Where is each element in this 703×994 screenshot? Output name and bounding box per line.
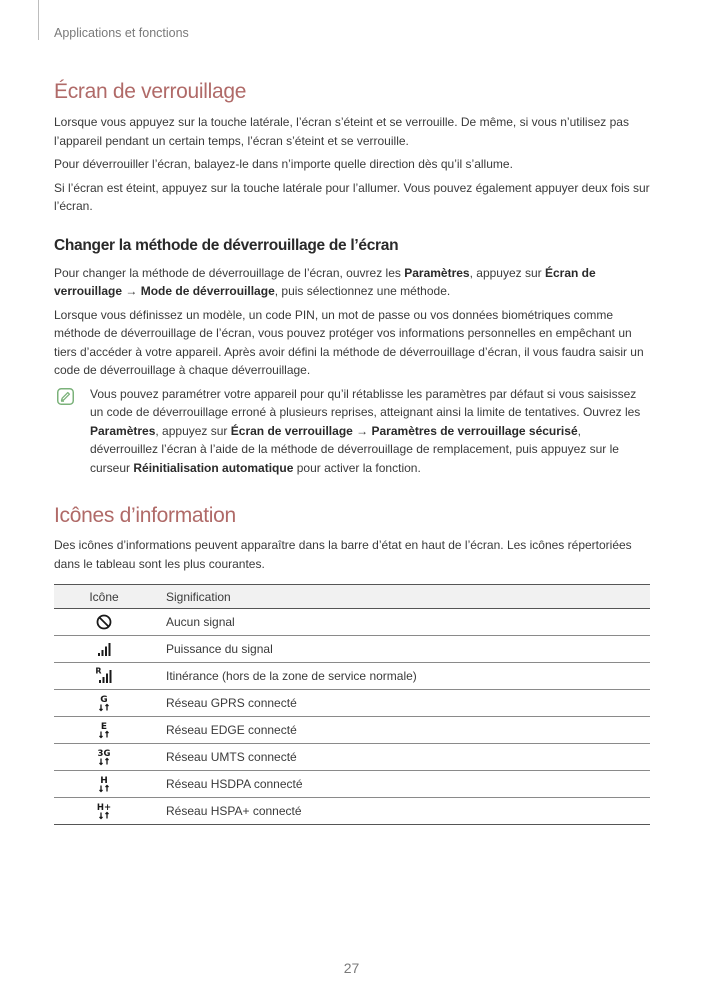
text-run: , appuyez sur	[155, 423, 231, 438]
page-number: 27	[343, 960, 360, 976]
arrow-separator: →	[352, 423, 372, 438]
table-row	[54, 717, 650, 744]
page-margin-rule	[38, 0, 39, 40]
table-row	[54, 663, 650, 690]
status-icons-table	[54, 584, 650, 825]
text-run: Vous pouvez paramétrer votre appareil pour qu’il rétablisse les paramètres par défaut si vous saisissez un code de déverrouillage erroné à plusieurs reprises, atteignant ainsi la limite de tentatives. Ouvrez les	[90, 386, 641, 419]
text-run: Pour changer la méthode de déverrouillage de l’écran, ouvrez les	[54, 265, 405, 280]
meaning-cell: Réseau HSDPA connecté	[154, 771, 650, 798]
no-signal-icon	[93, 611, 115, 633]
table-row	[54, 744, 650, 771]
text-run: , puis sélectionnez une méthode.	[274, 284, 451, 298]
unlock-mode-term: Mode de déverrouillage	[140, 284, 275, 298]
lock-screen-title: Écran de verrouillage	[54, 80, 247, 103]
meaning-cell: Réseau GPRS connecté	[154, 690, 650, 717]
meaning-cell: Itinérance (hors de la zone de service normale)	[154, 663, 650, 690]
header-icon-column: Icône	[54, 585, 154, 609]
table-row	[54, 609, 650, 636]
text-run: , déverrouillez l’écran à l’aide de la méthode de déverrouillage de remplacement, puis appuyez sur le curseur	[90, 423, 619, 475]
note-box	[54, 385, 650, 478]
note-icon	[57, 388, 74, 405]
table-row	[54, 798, 650, 825]
network-letter: E	[100, 722, 108, 732]
info-icons-intro: Des icônes d’informations peuvent apparaître dans la barre d’état en haut de l’écran. Les icônes répertoriées dans le tableau sont les plus courantes.	[54, 538, 632, 571]
signal-strength-icon	[93, 638, 115, 660]
unlock-method-paragraph-1	[54, 264, 650, 301]
hspa-plus-icon	[93, 800, 115, 822]
auto-reset-term: Réinitialisation automatique	[133, 460, 294, 475]
note-text	[90, 385, 650, 478]
network-letter: H	[100, 776, 108, 786]
icon-cell	[54, 663, 154, 690]
arrow-separator: →	[122, 284, 141, 298]
page-content	[54, 80, 650, 825]
meaning-cell: Aucun signal	[154, 609, 650, 636]
table-row	[54, 636, 650, 663]
lock-screen-term: Écran de verrouillage	[54, 265, 596, 298]
lock-screen-paragraph-1: Lorsque vous appuyez sur la touche latérale, l’écran s’éteint et se verrouille. De même, si vous n’utilisez pas l’appareil pendant un certain temps, l’écran s’éteint et se verrouille.	[54, 115, 629, 148]
icon-cell	[54, 636, 154, 663]
settings-term: Paramètres	[404, 265, 470, 280]
network-letter: H+	[96, 803, 112, 813]
umts-icon	[93, 746, 115, 768]
roaming-icon	[93, 665, 115, 687]
meaning-cell: Réseau EDGE connecté	[154, 717, 650, 744]
text-run: , appuyez sur	[469, 265, 545, 280]
lock-screen-paragraph-3: Si l’écran est éteint, appuyez sur la touche latérale pour l’allumer. Vous pouvez également appuyer deux fois sur l’écran.	[54, 180, 650, 213]
icon-cell	[54, 717, 154, 744]
icon-cell	[54, 798, 154, 825]
roaming-letter: R	[95, 666, 102, 676]
table-row	[54, 771, 650, 798]
unlock-method-paragraph-2: Lorsque vous définissez un modèle, un code PIN, un mot de passe ou vos données biométriques comme méthode de déverrouillage de l’écran, vous pouvez protéger vos informations personnelles en empêchant un tiers d’accéder à votre appareil. Après avoir défini la méthode de déverrouillage d’écran, il vous faudra saisir un code de déverrouillage à chaque déverrouillage.	[54, 307, 644, 377]
edge-icon	[93, 719, 115, 741]
meaning-cell: Réseau UMTS connecté	[154, 744, 650, 771]
lock-screen-term: Écran de verrouillage	[230, 423, 353, 438]
network-letter: 3G	[97, 749, 111, 759]
hsdpa-icon	[93, 773, 115, 795]
table-header-row	[54, 585, 650, 609]
icon-cell	[54, 690, 154, 717]
icon-cell	[54, 609, 154, 636]
unlock-method-title: Changer la méthode de déverrouillage de l’écran	[54, 236, 399, 254]
running-header: Applications et fonctions	[54, 26, 189, 40]
meaning-cell: Réseau HSPA+ connecté	[154, 798, 650, 825]
icon-cell	[54, 771, 154, 798]
info-icons-title: Icônes d’information	[54, 504, 236, 527]
text-run: pour activer la fonction.	[293, 460, 421, 475]
secure-lock-settings-term: Paramètres de verrouillage sécurisé	[371, 423, 578, 438]
settings-term: Paramètres	[90, 423, 156, 438]
table-row	[54, 690, 650, 717]
network-letter: G	[100, 695, 108, 705]
header-meaning-column: Signification	[154, 585, 650, 609]
meaning-cell: Puissance du signal	[154, 636, 650, 663]
icon-cell	[54, 744, 154, 771]
lock-screen-paragraph-2: Pour déverrouiller l’écran, balayez-le dans n’importe quelle direction dès qu’il s’allume.	[54, 157, 513, 171]
gprs-icon	[93, 692, 115, 714]
